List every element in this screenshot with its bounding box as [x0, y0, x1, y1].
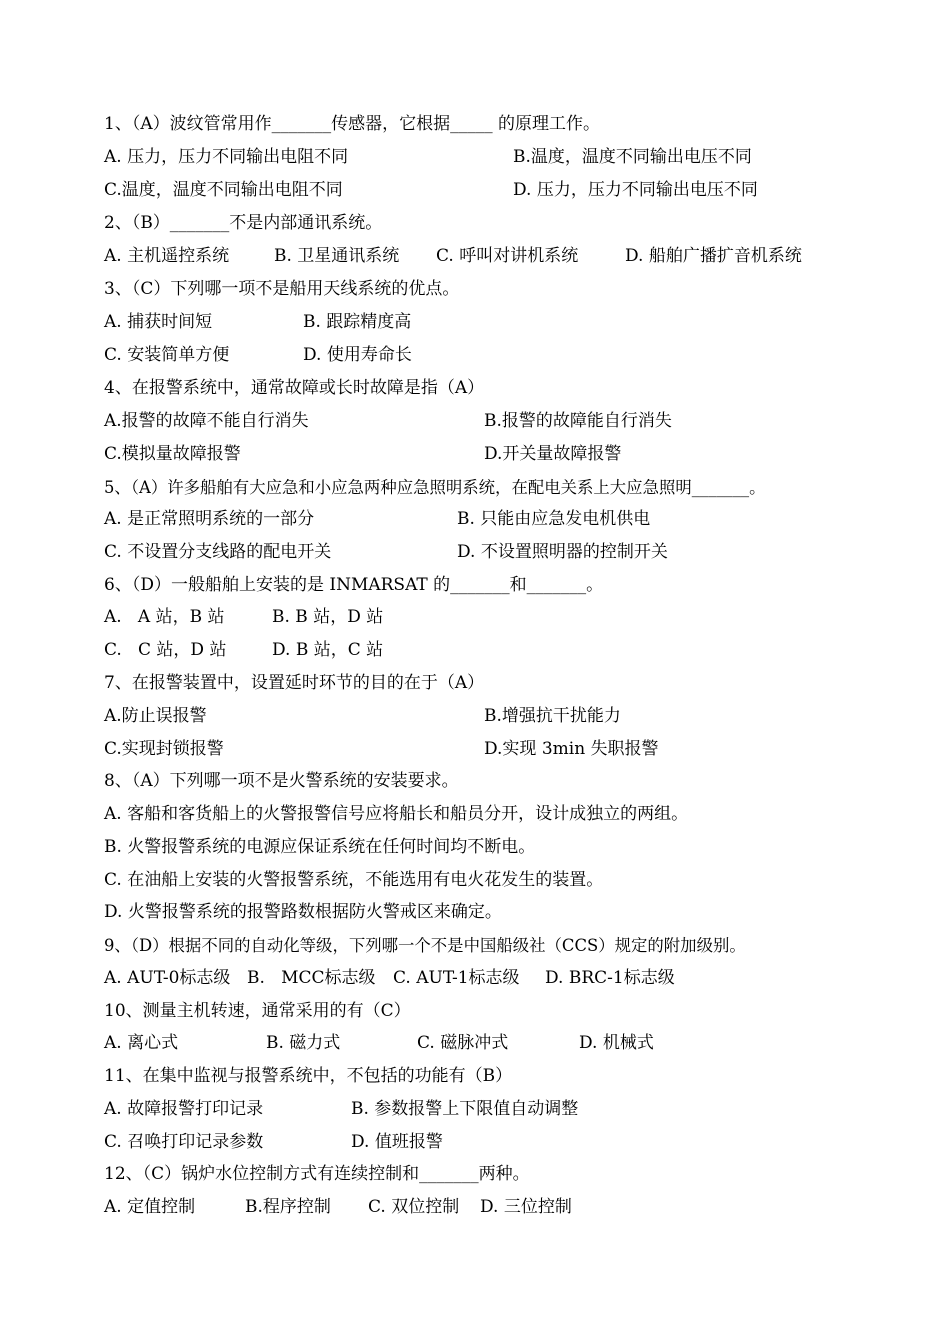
- option-a: A.报警的故障不能自行消失: [104, 411, 309, 431]
- question-stem: [0, 273, 950, 306]
- option-d: D.开关量故障报警: [484, 444, 622, 464]
- option-c: C. C 站，D 站: [104, 640, 227, 660]
- option-b: B.温度，温度不同输出电压不同: [513, 147, 752, 167]
- option-d: D. 火警报警系统的报警路数根据防火警戒区来确定。: [104, 902, 502, 922]
- stem-text: 8、（A）下列哪一项不是火警系统的安装要求。: [104, 771, 459, 791]
- stem-text: 10、测量主机转速，通常采用的有（C）: [104, 1001, 411, 1021]
- option-row: [0, 240, 950, 273]
- option-c: C. 不设置分支线路的配电开关: [104, 542, 332, 562]
- option-b: B. 跟踪精度高: [303, 312, 412, 332]
- option-d: D. 机械式: [579, 1033, 654, 1053]
- option-c: C. 召唤打印记录参数: [104, 1132, 264, 1152]
- option-a: A. 是正常照明系统的一部分: [104, 509, 315, 529]
- option-row: [0, 798, 950, 831]
- question-stem: [0, 569, 950, 602]
- option-row: [0, 1191, 950, 1224]
- question-stem: [0, 1158, 950, 1191]
- option-b: B. 参数报警上下限值自动调整: [351, 1099, 579, 1119]
- option-row: [0, 174, 950, 207]
- question-stem: [0, 372, 950, 405]
- option-row: [0, 634, 950, 667]
- option-a: A. 定值控制: [104, 1197, 196, 1217]
- option-d: D.实现 3min 失职报警: [484, 739, 659, 759]
- option-row: [0, 306, 950, 339]
- option-d: D. 压力，压力不同输出电压不同: [513, 180, 758, 200]
- option-c: C.模拟量故障报警: [104, 444, 241, 464]
- question-stem: [0, 667, 950, 700]
- question-stem: [0, 108, 950, 141]
- stem-text: 7、在报警装置中，设置延时环节的目的在于（A）: [104, 673, 485, 693]
- option-b: B.程序控制: [245, 1197, 331, 1217]
- option-b: B. 火警报警系统的电源应保证系统在任何时间均不断电。: [104, 837, 536, 857]
- option-c: C. AUT-1标志级: [393, 968, 520, 988]
- question-stem: [0, 995, 950, 1028]
- option-d: D. 船舶广播扩音机系统: [625, 246, 802, 266]
- option-row: [0, 1093, 950, 1126]
- option-b: B.增强抗干扰能力: [484, 706, 621, 726]
- stem-text: 6、（D）一般船舶上安装的是 INMARSAT 的_______和_______。: [104, 575, 604, 595]
- option-c: C. 双位控制: [368, 1197, 460, 1217]
- option-row: [0, 896, 950, 929]
- question-stem: [0, 929, 950, 962]
- stem-text: 12、（C）锅炉水位控制方式有连续控制和_______两种。: [104, 1164, 530, 1184]
- stem-text: 2、（B）_______不是内部通讯系统。: [104, 213, 383, 233]
- option-d: D. B 站，C 站: [272, 640, 384, 660]
- option-c: C. 磁脉冲式: [417, 1033, 509, 1053]
- option-a: A. 捕获时间短: [104, 312, 213, 332]
- option-row: [0, 962, 950, 995]
- option-d: D. 值班报警: [351, 1132, 443, 1152]
- option-a: A. 压力，压力不同输出电阻不同: [104, 147, 349, 167]
- option-b: B. 磁力式: [266, 1033, 341, 1053]
- option-row: [0, 536, 950, 569]
- option-c: C. 呼叫对讲机系统: [436, 246, 579, 266]
- stem-text: 11、在集中监视与报警系统中，不包括的功能有（B）: [104, 1066, 513, 1086]
- option-d: D. 不设置照明器的控制开关: [457, 542, 668, 562]
- option-row: [0, 864, 950, 897]
- option-a: A. 离心式: [104, 1033, 179, 1053]
- option-c: C.实现封锁报警: [104, 739, 224, 759]
- question-stem: [0, 1060, 950, 1093]
- option-row: [0, 1027, 950, 1060]
- option-row: [0, 339, 950, 372]
- option-row: [0, 503, 950, 536]
- stem-text: 9、（D）根据不同的自动化等级，下列哪一个不是中国船级社（CCS）规定的附加级别。: [104, 936, 746, 955]
- option-row: [0, 831, 950, 864]
- stem-text: 3、（C）下列哪一项不是船用天线系统的优点。: [104, 279, 460, 299]
- option-row: [0, 1126, 950, 1159]
- option-row: [0, 141, 950, 174]
- question-stem: [0, 765, 950, 798]
- question-stem: [0, 471, 950, 504]
- option-b: B. 卫星通讯系统: [274, 246, 400, 266]
- option-d: D. 使用寿命长: [303, 345, 412, 365]
- option-b: B. 只能由应急发电机供电: [457, 509, 651, 529]
- option-c: C.温度，温度不同输出电阻不同: [104, 180, 343, 200]
- option-row: [0, 700, 950, 733]
- option-c: C. 安装简单方便: [104, 345, 230, 365]
- option-a: A.防止误报警: [104, 706, 207, 726]
- stem-text: 5、（A）许多船舶有大应急和小应急两种应急照明系统，在配电关系上大应急照明_______。: [104, 478, 766, 497]
- option-a: A. 主机遥控系统: [104, 246, 230, 266]
- option-b: B.报警的故障能自行消失: [484, 411, 672, 431]
- option-a: A. 客船和客货船上的火警报警信号应将船长和船员分开，设计成独立的两组。: [104, 804, 689, 824]
- option-d: D. 三位控制: [480, 1197, 572, 1217]
- question-stem: [0, 207, 950, 240]
- stem-text: 4、在报警系统中，通常故障或长时故障是指（A）: [104, 378, 485, 398]
- option-d: D. BRC-1标志级: [545, 968, 675, 988]
- option-a: A. AUT-0标志级: [104, 968, 231, 988]
- option-b: B. MCC标志级: [247, 968, 376, 988]
- option-b: B. B 站，D 站: [272, 607, 384, 627]
- option-a: A. A 站，B 站: [104, 607, 225, 627]
- option-row: [0, 438, 950, 471]
- stem-text: 1、（A）波纹管常用作_______传感器，它根据_____ 的原理工作。: [104, 114, 600, 134]
- option-c: C. 在油船上安装的火警报警系统，不能选用有电火花发生的装置。: [104, 870, 604, 890]
- option-row: [0, 405, 950, 438]
- option-a: A. 故障报警打印记录: [104, 1099, 264, 1119]
- option-row: [0, 601, 950, 634]
- option-row: [0, 733, 950, 766]
